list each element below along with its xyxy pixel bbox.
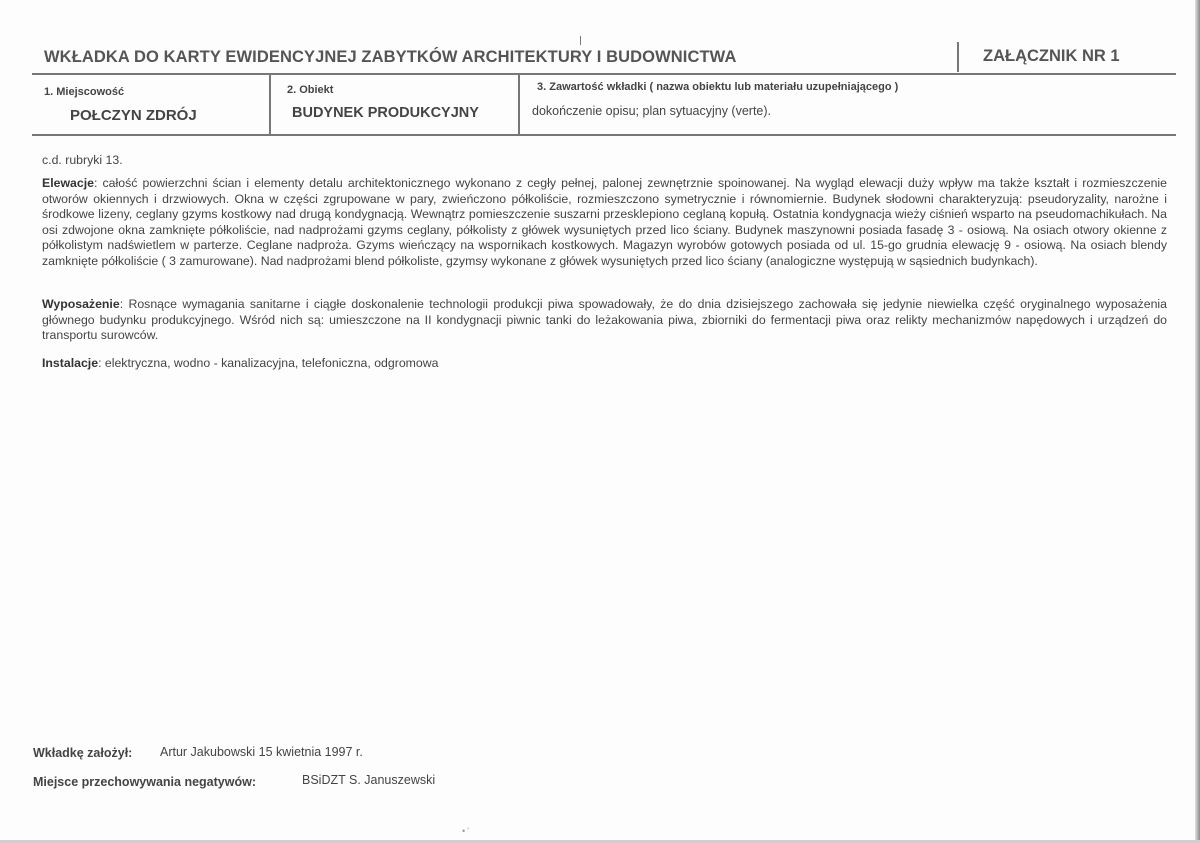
field-divider-2 <box>518 75 520 135</box>
object-value: BUDYNEK PRODUKCYJNY <box>292 105 479 121</box>
elevations-paragraph <box>42 176 1167 269</box>
registration-mark <box>580 36 581 45</box>
fields-rule <box>32 134 1176 136</box>
header-rule <box>32 73 1176 75</box>
field-divider-1 <box>269 75 271 135</box>
contents-value: dokończenie opisu; plan sytuacyjny (verte). <box>532 104 772 118</box>
negatives-location-label: Miejsce przechowywania negatywów: <box>33 775 256 789</box>
scan-specks: • ’ <box>462 826 469 836</box>
installations-label: Instalacje <box>42 356 99 370</box>
installations-text: : elektryczna, wodno - kanalizacyjna, telefoniczna, odgromowa <box>98 356 439 370</box>
header-divider <box>957 42 959 72</box>
scan-edge-right <box>1195 0 1200 843</box>
locality-label: 1. Miejscowość <box>44 86 125 98</box>
equipment-text: : Rosnące wymagania sanitarne i ciągłe doskonalenie technologii produkcji piwa spowadowały, że do dnia dzisiejszego zachowała się jedynie niewielka część oryginalnego wyposażenia głównego budynku produkcyjnego. Wśród nich są: umieszczone na II kondygnacji piwnic tanki do leżakowania piwa, zbiorniki do fermentacji piwa oraz relikty mechanizmów napędowych i urządzeń do transportu surowców. <box>42 297 1167 342</box>
created-by-label: Wkładkę założył: <box>33 746 133 760</box>
card-title: WKŁADKA DO KARTY EWIDENCYJNEJ ZABYTKÓW ARCHITEKTURY I BUDOWNICTWA <box>44 48 737 66</box>
elevations-label: Elewacje <box>42 176 94 190</box>
created-by-value: Artur Jakubowski 15 kwietnia 1997 r. <box>160 745 363 759</box>
installations-paragraph <box>42 356 1167 372</box>
continuation-note: c.d. rubryki 13. <box>42 153 123 167</box>
annex-number: ZAŁĄCZNIK NR 1 <box>983 47 1120 65</box>
equipment-paragraph <box>42 297 1167 344</box>
contents-label: 3. Zawartość wkładki ( nazwa obiektu lub materiału uzupełniającego ) <box>537 81 899 93</box>
negatives-location-value: BSiDZT S. Januszewski <box>302 773 436 787</box>
equipment-label: Wyposażenie <box>42 297 120 311</box>
elevations-text: : całość powierzchni ścian i elementy detalu architektonicznego wykonano z cegły pełnej, palonej zewnętrznie spoinowanej. Na wygląd elewacji duży wpływ ma także kształt i rozmieszczenie otworów okiennych i drzwiowych. Okna w części zgrupowane w pary, zwieńczono półkoliście, rozmieszczono symetrycznie i równomiernie. Budynek słodowni charakteryzują: pseudoryzality, narożne i środkowe lizeny, ceglany gzyms kostkowy nad drugą kondygnacją. Wewnątrz pomieszczenie suszarni przesklepiono ceglaną kopułą. Ostatnia kondygnacja wieży ciśnień wsparto na pseudomachikułach. Na osi zdwojone okna zamknięte półkoliście, nad nadprożami gzyms ceglany, półkolisty z główek wysuniętych przed lico ściany. Budynek maszynowni posiada fasadę 3 - osiową. Na osiach otwory okienne z półkolistym nadświetlem w parterze. Ceglane nadproża. Gzyms wieńczący na wspornikach kostkowych. Magazyn wyrobów gotowych posiada od ul. 15-go grudnia elewację 9 - osiową. Na osiach blendy zamknięte półkoliście ( 3 zamurowane). Nad nadprożami blend półkoliste, gzymsy wykonane z główek wysuniętych przed lico ściany (analogiczne występują w sąsiednich budynkach). <box>42 176 1167 268</box>
locality-value: POŁCZYN ZDRÓJ <box>70 107 197 124</box>
object-label: 2. Obiekt <box>287 84 334 96</box>
